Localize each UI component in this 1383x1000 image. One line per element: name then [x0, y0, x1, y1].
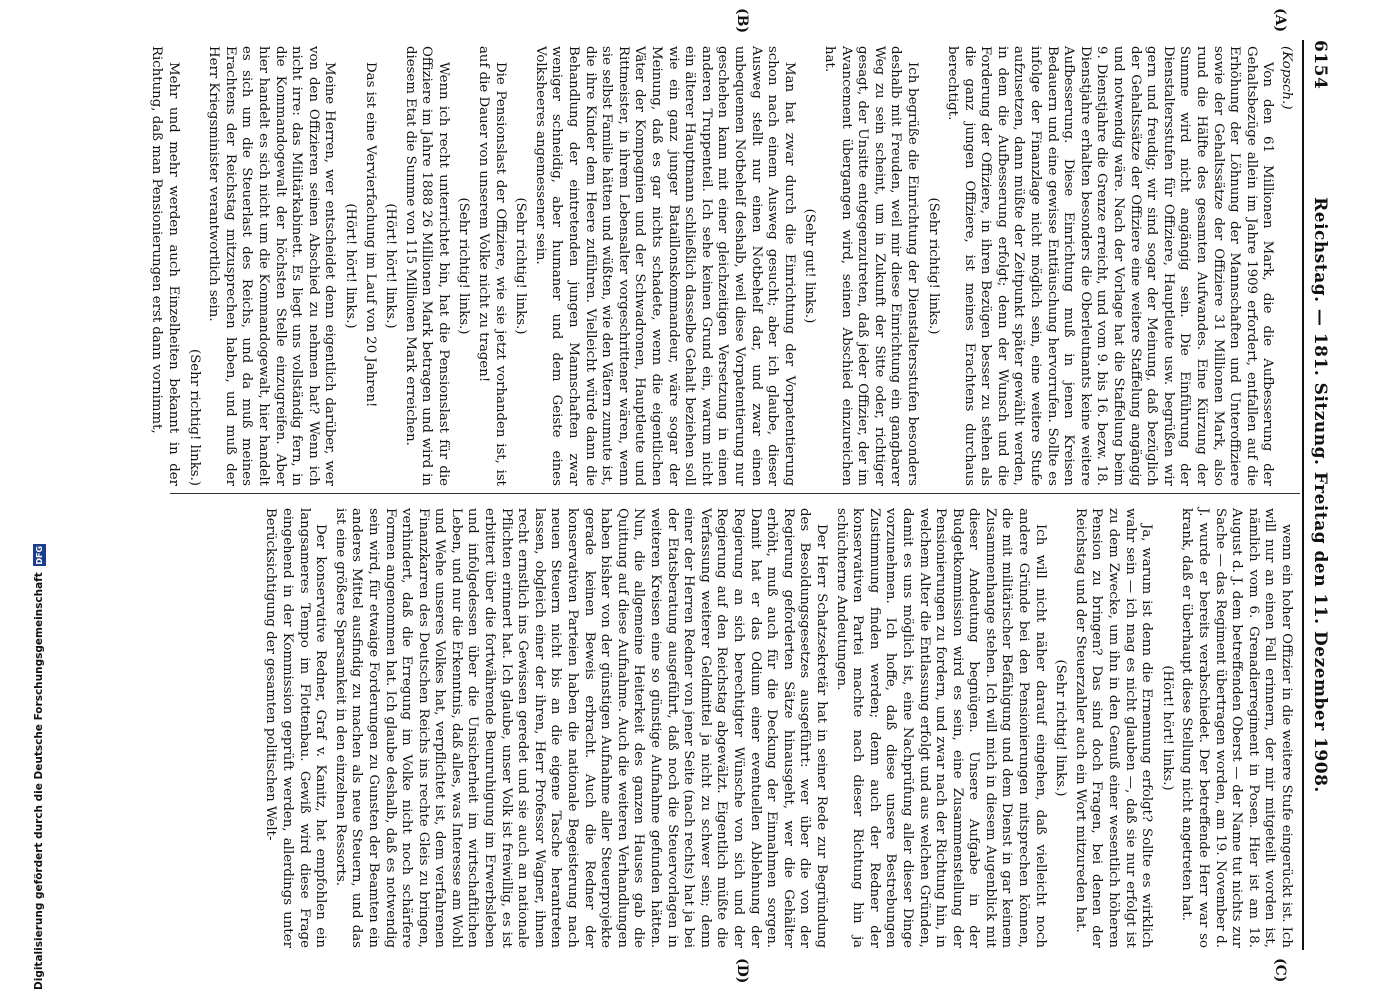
- paragraph: Die Pensionslast der Offiziere, wie sie jetzt vorhanden ist, ist auf die Dauer von unserem Volke nicht zu tragen!: [476, 46, 508, 486]
- speaker-name: (Kopsch.): [1279, 46, 1294, 110]
- paragraph: Von den 61 Millionen Mark, die die Aufbesserung der Gehaltsbezüge allein im Jahre 1909 erfordert, entfallen auf die Erhöhung der Löhnung der Mannschaften und Unteroffiziere sowie der Gehaltssätze der Offiziere 31 Millionen Mark, also rund die Hälfte des gesamten Aufwandes. Eine Kürzung der Summe wird nicht angängig sein. Die Einführung der Dienstaltersstufen für Offiziere, Hauptleute usw. begrüßen wir gern und freudig; wir sind sogar der Meinung, daß bezüglich der Gehaltssätze der Offiziere eine weitere Staffelung angängig und notwendig wäre. Nach der Vorlage hat die Staffelung beim 9. Dienstjahre die Grenze erreicht, und vom 9. bis 16. bezw. 18. Dienstjahre erhalten besonders die Oberleutnants keine weitere Aufbesserung. Diese Einrichtung muß in jenen Kreisen Bedauern und eine gewisse Enttäuschung hervorrufen. Sollte es infolge der Finanzlage nicht möglich sein, eine weitere Stufe aufzusetzen, dann müßte der Zeitpunkt später gewählt werden, in dem die Aufbesserung erfolgt; denn der Wunsch und die Forderung der Offiziere, in ihren Bezügen besser zu stehen als die ganz jungen Offiziere, ist meines Erachtens durchaus berechtigt.: [945, 46, 1276, 486]
- paragraph: Mehr und mehr werden auch Einzelheiten bekannt in der Richtung, daß man Pensionierungen erst dann vornimmt,: [149, 46, 181, 486]
- digitization-credit: [26, 0, 52, 1000]
- interjection: (Sehr richtig! links.): [186, 349, 202, 486]
- interjection: (Sehr richtig! links.): [925, 197, 941, 335]
- paragraph: Ich will nicht näher darauf eingehen, daß vielleicht noch andere Gründe bei den Pensionierungen mitsprechen können, die mit militärischer Befähigung und dem Dienst in gar keinem Zusammenhange stehen. Ich will mich in diesem Augenblick mit dieser Andeutung begnügen. Unsere Aufgabe in der Budgetkommission wird es sein, eine Zusammenstellung der Pensionierungen zu fordern, und zwar nach der Richtung hin, in welchem Alter die Entlassung erfolgt und aus welchen Gründen, damit es uns möglich ist, eine Nachprüfung aller dieser Dinge vorzunehmen. Ich hoffe, daß diese unsere Bestrebungen Zustimmung finden werden; denn auch der Redner der konservativen Partei machte nach dieser Richtung hin ja schüchterne Andeutungen.: [833, 508, 1048, 948]
- paragraph: Der konservative Redner, Graf v. Kanitz, hat empfohlen ein langsameres Tempo im Flottenbau. Gewiß wird diese Frage eingehend in der Kommission geprüft werden, allerdings unter Berücksichtigung der gesamten politischen Welt-: [263, 508, 329, 948]
- dfg-logo: DFG: [34, 545, 44, 565]
- credit-text: Digitalisierung gefördert durch die Deutsche Forschungsgemeinschaft: [33, 572, 45, 990]
- paragraph: wenn ein hoher Offizier in die weitere Stufe eingerückt ist. Ich will nur an einen Fall erinnern, der mir mitgeteilt worden ist, nämlich vom 6. Grenadierregiment in Posen. Hier ist am 18. August d. J. dem betreffenden Oberst — der Name tut nichts zur Sache — das Regiment übertragen worden, am 19. November d. J. wurde er bereits verabschiedet. Der betreffende Herr war so krank, daß er überhaupt diese Stellung nicht angetreten hat.: [1179, 508, 1294, 948]
- paragraph: Meine Herren, wer entscheidet denn eigentlich darüber, wer von den Offizieren seinen Abschied zu nehmen hat? Wenn ich nicht irre: das Militärkabinett. Es liegt uns vollständig fern, in die Kommandogewalt der höchsten Stelle einzugreifen. Aber hier handelt es sich nicht um die Kommandogewalt, hier handelt es sich um die Steuerlast des Reichs, und da muß meines Erachtens der Reichstag mitzusprechen haben, und muß der Herr Kriegsminister verantwortlich sein.: [206, 46, 338, 486]
- column-divider: [170, 493, 1300, 494]
- paragraph: Ja, warum ist denn die Ernennung erfolgt? Sollte es wirklich wahr sein — ich mag es nicht glauben —, daß sie nur erfolgt ist zu dem Zwecke, um ihn in den Genuß einer wesentlich höheren Pension zu bringen? Das sind doch Fragen, bei denen der Reichstag und der Steuerzahler auch ein Wort mitzureden hat.: [1072, 508, 1155, 948]
- header-rule: [1302, 40, 1304, 950]
- page-header: [1304, 40, 1330, 950]
- margin-marker-a: (A): [1272, 8, 1288, 33]
- interjection: (Sehr richtig! links.): [513, 197, 529, 335]
- interjection: (Sehr gut! links.): [802, 208, 818, 324]
- paragraph: Man hat zwar durch die Einrichtung der Vorpatentierung schon nach einem Ausweg gesucht; aber ich glaube, dieser Ausweg stellt nur einen Notbehelf dar, und zwar einen unbequemen Notbehelf deshalb, weil diese Vorpatentierung nur geschehen kann mit einer gleichzeitigen Versetzung in einen anderen Truppenteil. Ich sehe keinen Grund ein, warum nicht ein älterer Hauptmann schließlich dasselbe Gehalt beziehen soll wie ein ganz junger Bataillonskommandeur, wäre sogar der Meinung, daß es gar nichts schadete, wenn die eigentlichen Väter der Kompagnien und der Schwadronen, Hauptleute und Rittmeister, in ihrem Lebensalter vorgeschrittener wären, wenn sie selbst Familie hätten und wüßten, wie den Vätern zumute ist, die ihre Kinder dem Heere zuführen. Vielleicht würde dann die Behandlung der eintretenden jungen Mannschaften zwar weniger schneidig, aber humaner und dem Geiste eines Volksheeres angemessener sein.: [532, 46, 797, 486]
- interjection: (Sehr richtig! links.): [1053, 659, 1069, 797]
- paragraph: Das ist eine Vervierfachung im Lauf von 20 Jahren!: [362, 62, 378, 408]
- page-title: Reichstag. — 181. Sitzung. Freitag den 11. Dezember 1908.: [1310, 197, 1330, 793]
- margin-marker-d: (D): [734, 958, 750, 984]
- interjection: (Hört! hört! links.): [342, 203, 358, 329]
- margin-marker-b: (B): [734, 8, 750, 34]
- interjection: (Hört! hört! links.): [383, 203, 399, 329]
- margin-marker-c: (C): [1272, 958, 1288, 983]
- right-text-column: [164, 508, 1294, 948]
- interjection: (Sehr richtig! links.): [456, 197, 472, 335]
- left-text-column: [149, 46, 1294, 486]
- page-number: 6154: [1310, 40, 1330, 90]
- paragraph: Wenn ich recht unterrichtet bin, hat die Pensionslast für die Offiziere im Jahre 1888 26 Millionen Mark betragen und wird in diesem Etat die Summe von 115 Millionen Mark erreichen.: [402, 46, 451, 486]
- interjection: (Hört! hört! links.): [1159, 665, 1175, 791]
- paragraph: Ich begrüße die Einrichtung der Dienstaltersstufen besonders deshalb mit Freuden, weil mir diese Einrichtung ein gangbarer Weg zu sein scheint, um in Zukunft der Sitte oder, richtiger gesagt, der Unsitte entgegenzutreten, daß jeder Offizier, der im Avancement übergangen wird, seinen Abschied einzureichen hat.: [821, 46, 920, 486]
- paragraph: Der Herr Schatzsekretär hat in seiner Rede zur Begründung des Besoldungsgesetzes ausgeführt: wer über die von der Regierung geforderten Sätze hinausgeht, wer die Gehälter erhöht, muß auch für die Deckung der Einnahmen sorgen. Damit hat er das Odium einer eventuellen Ablehnung der Regierung an sich berechtigter Wünsche von sich und der Regierung auf den Reichstag abgewälzt. Eigentlich müßte die Verfassung weiterer Geldmittel ja nicht zu schwer sein; denn einer der Herren Redner von jener Seite (nach rechts) hat ja bei der Etatsberatung ausgeführt, daß noch die Steuervorlagen in weiteren Kreisen eine so günstige Aufnahme gefunden hätten. Nun, die allgemeine Heiterkeit des ganzen Hauses gab die Quittung auf diese Aufnahme. Auch die weiteren Verhandlungen haben bisher von der günstigen Aufnahme aller Steuerprojekte gerade keinen Beweis erbracht. Auch die Redner der konservativen Parteien haben die nationale Begeisterung nach neuen Steuern nicht bis an die eigene Tasche herantreten lassen, obgleich einer der ihren, Herr Professor Wagner, ihnen recht ernstlich ins Gewissen geredet und sie auch an nationale Pflichten erinnert hat. Ich glaube, unser Volk ist freiwillig, es ist erbittert über die fortwährende Beunruhigung im Erwerbsleben und infolgedessen über die Unsicherheit im wirtschaftlichen Leben, und nur die Erkenntnis, daß alles, was Interesse am Wohl und Wehe unseres Volkes hat, verpflichtet ist, dem verfahrenen Finanzkarren des Deutschen Reichs ins rechte Gleis zu bringen, verhindert, daß die Erregung im Volke nicht noch schärfere Formen angenommen hat. Ich glaube deshalb, daß es notwendig sein wird, für etwaige Forderungen zu Gunsten der Beamten ein anderes Mittel ausfindig zu machen als neue Steuern, und das ist eine größere Sparsamkeit in den einzelnen Ressorts.: [332, 508, 829, 948]
